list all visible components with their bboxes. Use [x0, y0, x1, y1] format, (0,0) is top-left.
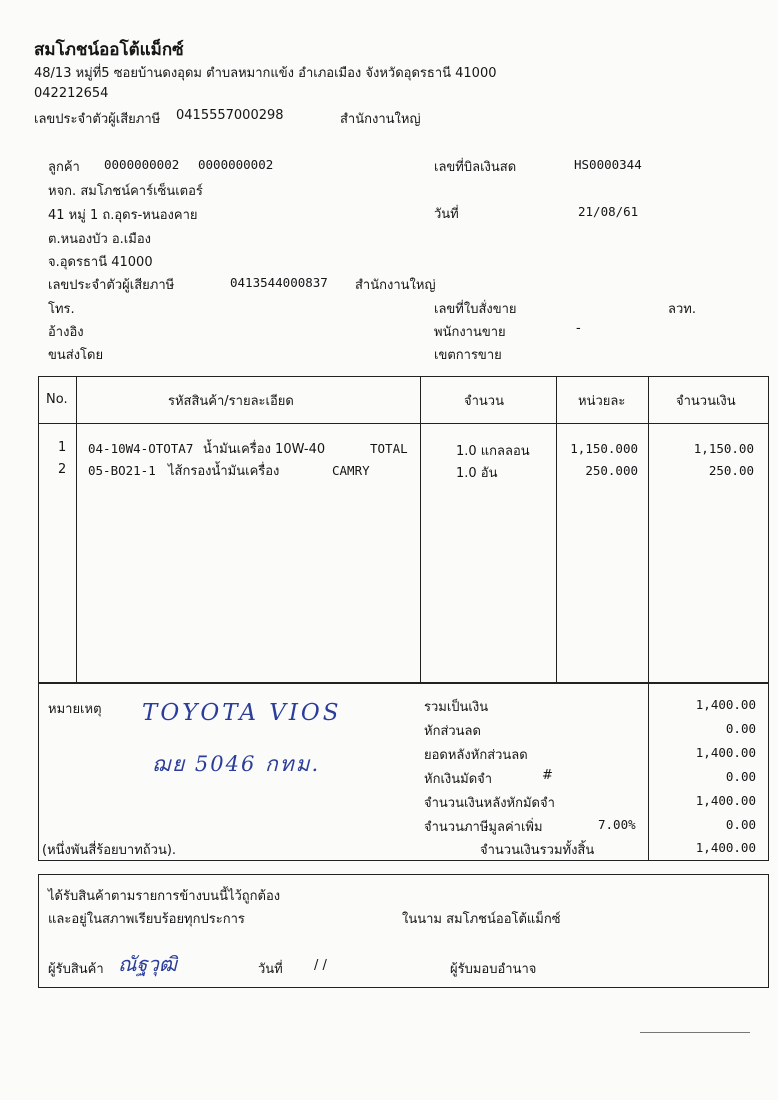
- grand-total-value: 1,400.00: [695, 840, 756, 855]
- phone-label: โทร.: [48, 302, 75, 317]
- table-row-1-qty: 1.0 แกลลอน: [456, 444, 530, 459]
- customer-tax-id-label: เลขประจำตัวผู้เสียภาษี: [48, 278, 175, 293]
- deposit-value: 0.00: [725, 769, 756, 784]
- bill-date-label: วันที่: [434, 207, 459, 222]
- bill-date: 21/08/61: [578, 204, 639, 219]
- table-row-2-qty: 1.0 อัน: [456, 466, 498, 481]
- customer-address-3: จ.อุดรธานี 41000: [48, 255, 153, 270]
- customer-branch: สำนักงานใหญ่: [355, 278, 436, 293]
- table-row-2-note: CAMRY: [332, 463, 370, 478]
- deposit-label: หักเงินมัดจำ: [424, 772, 493, 787]
- bill-number-label: เลขที่บิลเงินสด: [434, 160, 517, 175]
- vat-value: 0.00: [725, 817, 756, 832]
- reference-label: อ้างอิง: [48, 325, 84, 340]
- col-divider-3: [556, 376, 557, 683]
- header-description: รหัสสินค้า/รายละเอียด: [168, 394, 294, 409]
- company-tax-id-label: เลขประจำตัวผู้เสียภาษี: [34, 112, 161, 127]
- col-divider-2: [420, 376, 421, 683]
- customer-label: ลูกค้า: [48, 160, 80, 175]
- remarks-handwritten-plate: ฌย 5046 กทม.: [152, 752, 321, 776]
- bill-number: HS0000344: [574, 157, 642, 172]
- discount-label: หักส่วนลด: [424, 724, 481, 739]
- receiver-signature: ณัฐวุฒิ: [118, 952, 177, 976]
- header-unit-price: หน่วยละ: [578, 394, 626, 409]
- table-row-1-code: 04-10W4-OTOTA7: [88, 441, 194, 456]
- table-row-1-note: TOTAL: [370, 441, 408, 456]
- table-row-2-no: 2: [58, 462, 67, 477]
- col-divider-4: [648, 376, 649, 683]
- company-phone: 042212654: [34, 86, 109, 101]
- table-row-1-no: 1: [58, 440, 67, 455]
- amount-in-words: (หนึ่งพันสี่ร้อยบาทถ้วน).: [42, 843, 177, 858]
- after-discount-value: 1,400.00: [695, 745, 756, 760]
- receive-date-label: วันที่: [258, 962, 283, 977]
- table-row-1-price: 1,150.000: [570, 441, 638, 456]
- sales-area-label: เขตการขาย: [434, 348, 502, 363]
- subtotal-value: 1,400.00: [695, 697, 756, 712]
- company-branch: สำนักงานใหญ่: [340, 112, 421, 127]
- subtotal-label: รวมเป็นเงิน: [424, 700, 489, 715]
- header-no: No.: [46, 392, 68, 407]
- header-amount: จำนวนเงิน: [676, 394, 736, 409]
- company-tax-id: 0415557000298: [176, 108, 284, 123]
- discount-value: 0.00: [725, 721, 756, 736]
- receive-date-blank: / /: [314, 958, 327, 973]
- on-behalf-of: ในนาม สมโภชน์ออโต้แม็กซ์: [402, 912, 561, 927]
- customer-code-2: 0000000002: [198, 157, 274, 172]
- scan-edge-line: [640, 1032, 750, 1033]
- after-discount-label: ยอดหลังหักส่วนลด: [424, 748, 528, 763]
- customer-code-1: 0000000002: [104, 157, 180, 172]
- authorized-label: ผู้รับมอบอำนาจ: [450, 962, 537, 977]
- customer-tax-id: 0413544000837: [230, 275, 328, 290]
- table-row-2-amount: 250.00: [708, 463, 754, 478]
- customer-address-1: 41 หมู่ 1 ถ.อุดร-หนองคาย: [48, 208, 198, 223]
- totals-divider: [648, 683, 649, 861]
- table-row-2-desc: ไส้กรองน้ำมันเครื่อง: [168, 464, 280, 479]
- table-row-1-desc: น้ำมันเครื่อง 10W-40: [203, 442, 326, 457]
- col-divider-1: [76, 376, 77, 683]
- receiver-label: ผู้รับสินค้า: [48, 962, 104, 977]
- receipt-line-2: และอยู่ในสภาพเรียบร้อยทุกประการ: [48, 912, 245, 927]
- remarks-handwritten-car: TOYOTA VIOS: [142, 700, 342, 726]
- deposit-mark: #: [542, 768, 553, 783]
- grand-total-label: จำนวนเงินรวมทั้งสิ้น: [480, 843, 595, 858]
- after-deposit-value: 1,400.00: [695, 793, 756, 808]
- company-name: สมโภชน์ออโต้แม็กซ์: [34, 40, 184, 60]
- vat-label: จำนวนภาษีมูลค่าเพิ่ม: [424, 820, 543, 835]
- sales-order-label: เลขที่ใบสั่งขาย: [434, 302, 517, 317]
- shipped-by-label: ขนส่งโดย: [48, 348, 104, 363]
- header-quantity: จำนวน: [464, 394, 504, 409]
- remarks-label: หมายเหตุ: [48, 702, 102, 717]
- customer-address-2: ต.หนองบัว อ.เมือง: [48, 232, 151, 247]
- vat-rate: 7.00%: [598, 817, 636, 832]
- table-row-2-code: 05-BO21-1: [88, 463, 156, 478]
- after-deposit-label: จำนวนเงินหลังหักมัดจำ: [424, 796, 555, 811]
- sales-order-value: ลวท.: [668, 302, 696, 317]
- table-header-divider: [38, 423, 769, 424]
- salesman-label: พนักงานขาย: [434, 325, 506, 340]
- salesman-value: -: [576, 321, 581, 336]
- company-address: 48/13 หมู่ที่5 ซอยบ้านดงอุดม ตำบลหมากแข้ง อำเภอเมือง จังหวัดอุดรธานี 41000: [34, 66, 497, 81]
- receipt-line-1: ได้รับสินค้าตามรายการข้างบนนี้ไว้ถูกต้อง: [48, 889, 281, 904]
- table-row-1-amount: 1,150.00: [693, 441, 754, 456]
- customer-name: หจก. สมโภชน์คาร์เซ็นเตอร์: [48, 184, 203, 199]
- table-row-2-price: 250.000: [585, 463, 638, 478]
